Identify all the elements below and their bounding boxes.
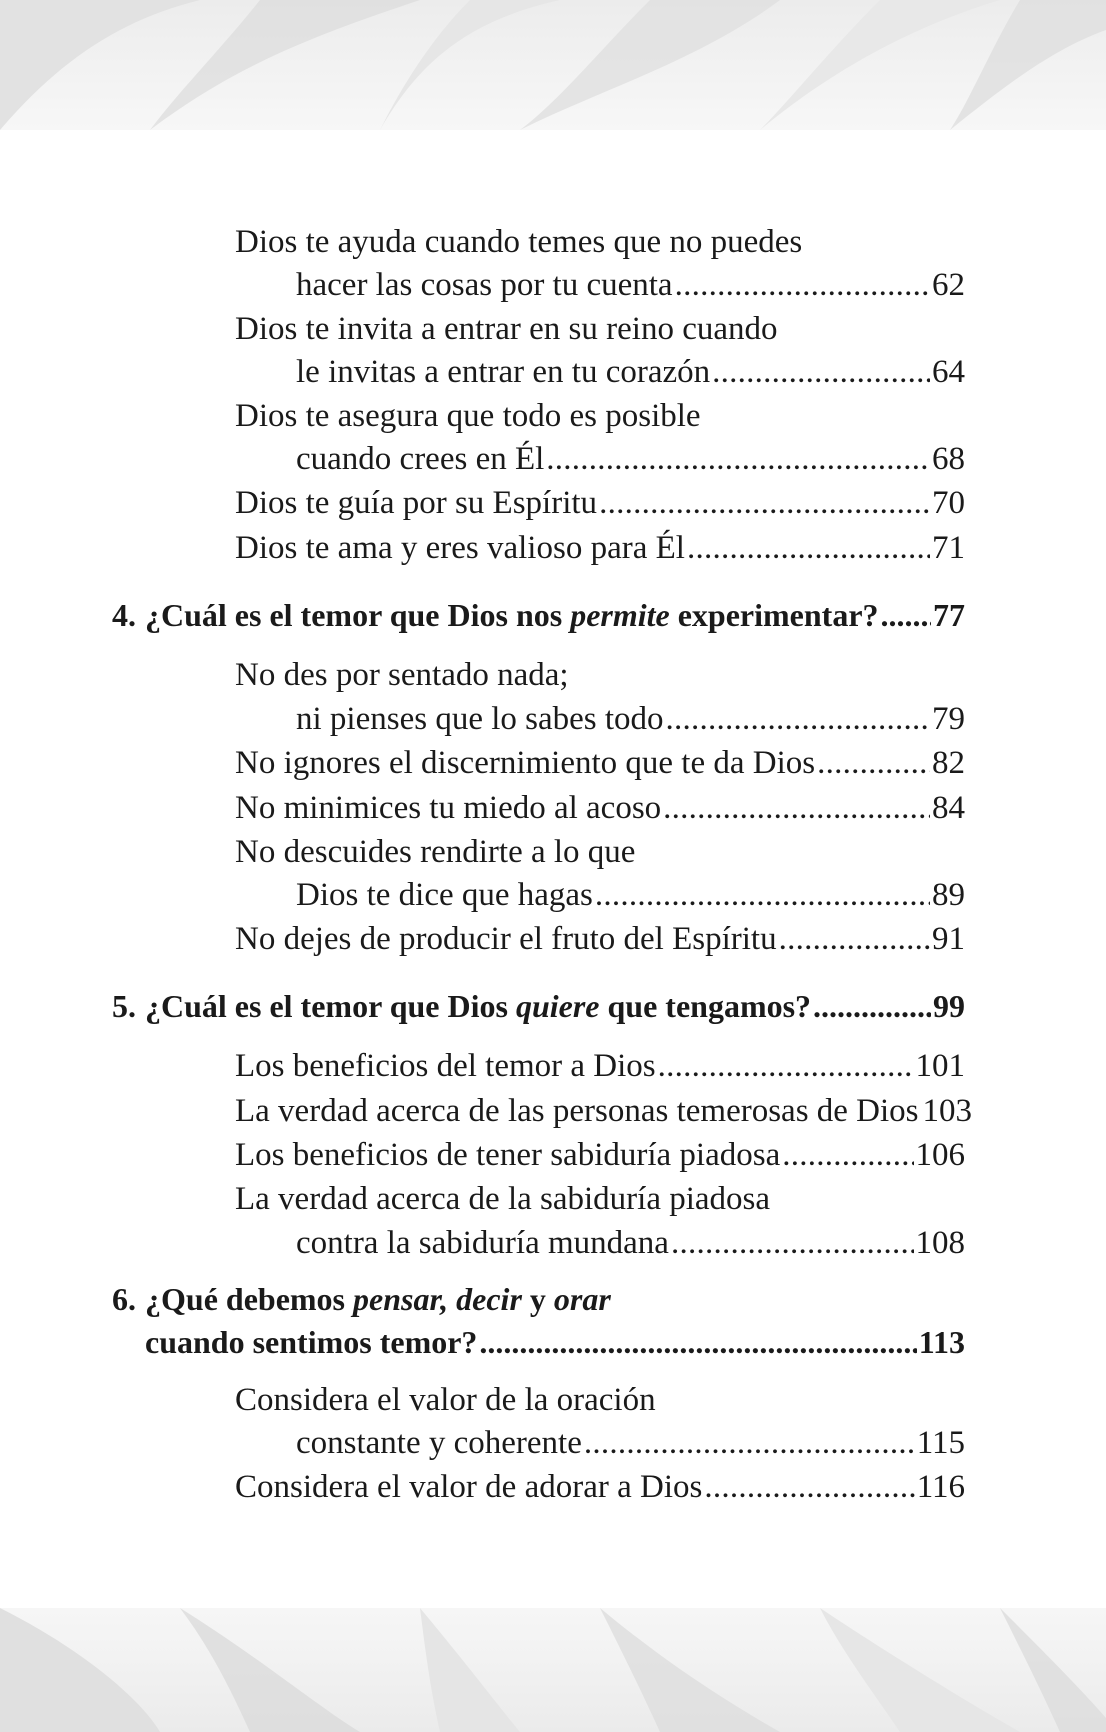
toc-entry-label: le invitas a entrar en tu corazón <box>296 354 711 390</box>
dot-leader <box>584 1421 915 1465</box>
toc-entry[interactable] <box>235 786 965 830</box>
toc-entry-label: Los beneficios de tener sabiduría piadosa <box>235 1137 781 1173</box>
toc-entry-label: Dios te ama y eres valioso para Él <box>235 530 685 566</box>
chapter-number: 4. <box>112 597 136 633</box>
toc-entry-label: constante y coherente <box>296 1425 582 1461</box>
dot-leader <box>663 786 930 830</box>
toc-entry-label: No minimices tu miedo al acoso <box>235 790 662 826</box>
toc-entry[interactable] <box>235 741 965 785</box>
chapter-title-cont: cuando sentimos temor? <box>145 1324 478 1360</box>
chapter-6-heading[interactable] <box>112 1277 611 1321</box>
page-number: 77 <box>933 597 965 633</box>
page-number: 71 <box>932 530 965 566</box>
toc-entry-line: La verdad acerca de la sabiduría piadosa <box>235 1181 771 1217</box>
dot-leader <box>712 350 930 394</box>
toc-entry-label: No ignores el discernimiento que te da Dios <box>235 745 816 781</box>
toc-entry-label: Los beneficios del temor a Dios <box>235 1048 656 1084</box>
dot-leader <box>813 984 931 1028</box>
page-number: 70 <box>932 485 965 521</box>
toc-entry[interactable] <box>296 697 965 741</box>
dot-leader <box>666 697 930 741</box>
dot-leader <box>779 917 930 961</box>
toc-entry[interactable] <box>235 526 965 570</box>
chapter-5-heading[interactable] <box>112 984 965 1028</box>
page-number: 113 <box>918 1324 965 1360</box>
page-number: 64 <box>932 354 965 390</box>
page-number: 106 <box>915 1137 965 1173</box>
toc-entry-line: Dios te ayuda cuando temes que no puedes <box>235 224 803 260</box>
dot-leader <box>658 1044 914 1088</box>
bottom-decorative-band <box>0 1608 1106 1732</box>
toc-entry[interactable] <box>235 481 965 525</box>
top-decorative-band <box>0 0 1106 130</box>
page-number: 103 <box>922 1093 973 1129</box>
dot-leader <box>782 1133 913 1177</box>
toc-entry-line: No des por sentado nada; <box>235 657 569 693</box>
toc-entry-label: Dios te dice que hagas <box>296 877 593 913</box>
flower-petals-top-decoration <box>0 0 1106 130</box>
toc-entry-label: contra la sabiduría mundana <box>296 1225 669 1261</box>
chapter-title: ¿Cuál es el temor que Dios quiere que tengamos? <box>145 988 812 1024</box>
dot-leader <box>671 1221 914 1265</box>
chapter-title: ¿Cuál es el temor que Dios nos permite experimentar? <box>145 597 879 633</box>
toc-entry[interactable] <box>296 873 965 917</box>
flower-petals-bottom-decoration <box>0 1608 1106 1732</box>
page-number: 82 <box>932 745 965 781</box>
toc-entry[interactable] <box>235 917 965 961</box>
toc-entry[interactable] <box>235 1465 965 1509</box>
dot-leader <box>595 873 930 917</box>
dot-leader <box>675 263 930 307</box>
toc-entry-line: Dios te invita a entrar en su reino cuando <box>235 311 778 347</box>
page-number: 91 <box>932 921 965 957</box>
toc-entry-label: No dejes de producir el fruto del Espíritu <box>235 921 777 957</box>
dot-leader <box>479 1320 916 1364</box>
toc-entry-label: ni pienses que lo sabes todo <box>296 701 664 737</box>
page-number: 108 <box>915 1225 965 1261</box>
chapter-4-heading[interactable] <box>112 593 965 637</box>
page-number: 89 <box>932 877 965 913</box>
toc-entry-line: Considera el valor de la oración <box>235 1382 656 1418</box>
dot-leader <box>599 481 930 525</box>
toc-entry[interactable] <box>235 1044 965 1088</box>
dot-leader <box>546 437 930 481</box>
dot-leader <box>687 526 930 570</box>
toc-entry-label: hacer las cosas por tu cuenta <box>296 267 673 303</box>
chapter-title: ¿Qué debemos pensar, decir y orar <box>145 1281 611 1317</box>
page-number: 99 <box>933 988 965 1024</box>
toc-entry[interactable] <box>235 1133 965 1177</box>
toc-entry-label: La verdad acerca de las personas temerosas de Dios <box>235 1093 919 1129</box>
toc-entry[interactable] <box>296 1421 965 1465</box>
dot-leader <box>817 741 930 785</box>
page-number: 115 <box>916 1425 965 1461</box>
toc-entry[interactable] <box>296 437 965 481</box>
toc-entry-label: Considera el valor de adorar a Dios <box>235 1469 703 1505</box>
toc-entry[interactable] <box>296 350 965 394</box>
chapter-number: 6. <box>112 1281 136 1317</box>
page-number: 116 <box>916 1469 965 1505</box>
toc-entry[interactable] <box>235 1089 973 1133</box>
page-number: 68 <box>932 441 965 477</box>
toc-entry-line: Dios te asegura que todo es posible <box>235 398 701 434</box>
page-number: 84 <box>932 790 965 826</box>
chapter-6-heading-cont[interactable] <box>145 1320 965 1364</box>
toc-entry-label: Dios te guía por su Espíritu <box>235 485 598 521</box>
toc-entry-label: cuando crees en Él <box>296 441 545 477</box>
page-number: 62 <box>932 267 965 303</box>
toc-entry-line: No descuides rendirte a lo que <box>235 834 636 870</box>
toc-entry[interactable] <box>296 1221 965 1265</box>
chapter-number: 5. <box>112 988 136 1024</box>
toc-entry[interactable] <box>296 263 965 307</box>
page-number: 79 <box>932 701 965 737</box>
page-number: 101 <box>915 1048 965 1084</box>
dot-leader <box>704 1465 914 1509</box>
dot-leader <box>881 593 931 637</box>
